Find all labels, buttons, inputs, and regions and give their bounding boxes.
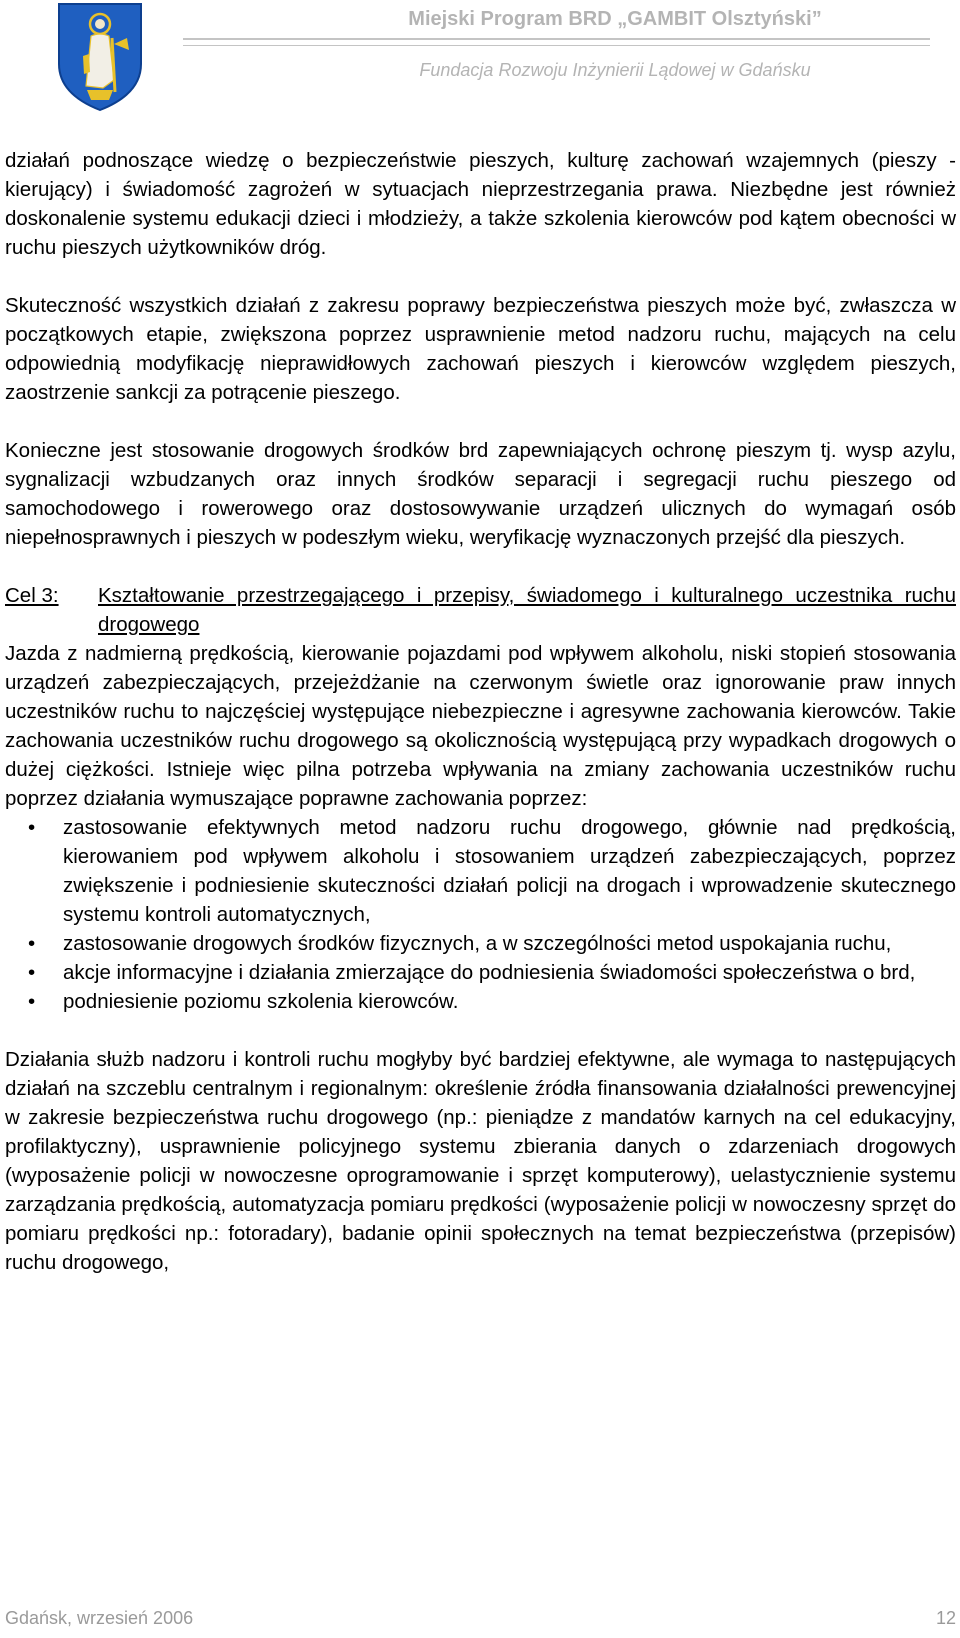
list-item: • podniesienie poziomu szkolenia kierowców. [5, 987, 956, 1016]
program-title: Miejski Program BRD „GAMBIT Olsztyński” [408, 8, 822, 30]
foundation-subtitle: Fundacja Rozwoju Inżynierii Lądowej w Gdańsku [419, 60, 811, 80]
paragraph-police-actions: Działania służb nadzoru i kontroli ruchu mogłyby być bardziej efektywne, ale wymaga to następujących działań na szczeblu centralnym i regionalnym: określenie źródła finansowania działalności prewencyjnej w zakresie bezpieczeństwa ruchu drogowego (np.: pieniądze z mandatów karnych na cel edukacyjny, profilaktyczny), usprawnienie policyjnego systemu zbierania danych o zdarzeniach drogowych (wyposażenie policji w nowoczesne oprogramowanie i sprzęt komputerowy), uelastycznienie systemu zarządzania prędkością, automatyzacja pomiaru prędkości (wyposażenie policji w nowoczesny sprzęt do pomiaru prędkości np.: fotoradary), badanie opinii społecznych na temat bezpieczeństwa (przepisów) ruchu drogowego, [5, 1048, 956, 1274]
paragraph-effectiveness: Skuteczność wszystkich działań z zakresu poprawy bezpieczeństwa pieszych może być, zwłaszcza w początkowych etapie, zwiększona poprzez usprawnienie metod nadzoru ruchu, mających na celu odpowiednią modyfikację nieprawidłowych zachowań pieszych i kierowców względem pieszych, zaostrzenie sankcji za potrącenie pieszego. [5, 294, 956, 404]
list-item: • akcje informacyjne i działania zmierzające do podniesienia świadomości społeczeństwa o brd, [5, 958, 956, 987]
header-divider-thick [183, 38, 930, 40]
goal-label: Cel 3: [5, 584, 59, 607]
paragraph-road-measures: Konieczne jest stosowanie drogowych środków brd zapewniających ochronę pieszym tj. wysp azylu, sygnalizacji wzbudzanych oraz innych środków separacji i segregacji ruchu pieszego od samochodowego i rowerowego oraz dostosowywanie urządzeń ulicznych do wymagań osób niepełnosprawnych i pieszych w podeszłym wieku, weryfikację wyznaczonych przejść dla pieszych. [5, 439, 956, 549]
document-body [5, 146, 956, 1306]
footer-date: Gdańsk, wrzesień 2006 [5, 1608, 194, 1628]
list-item: • zastosowanie efektywnych metod nadzoru ruchu drogowego, głównie nad prędkością, kierowaniem pod wpływem alkoholu i stosowaniem urządzeń zabezpieczających, poprzez zwiększenie i podniesienie skuteczności działań policji na drogach i wprowadzenie skutecznego systemu kontroli automatycznych, [5, 813, 956, 929]
header-divider-thin [183, 45, 930, 46]
olsztyn-coat-of-arms-icon [57, 2, 143, 112]
measures-list [5, 813, 956, 1016]
paragraph-continuation: działań podnoszące wiedzę o bezpieczeństwie pieszych, kulturę zachowań wzajemnych (pieszy - kierujący) i świadomość zagrożeń w sytuacjach nieprzestrzegania prawa. Niezbędne jest również doskonalenie systemu edukacji dzieci i młodzieży, a także szkolenia kierowców pod kątem obecności w ruchu pieszych użytkowników dróg. [5, 149, 956, 259]
page-header [0, 0, 960, 120]
paragraph-driver-behaviour: Jazda z nadmierną prędkością, kierowanie pojazdami pod wpływem alkoholu, niski stopień stosowania urządzeń zabezpieczających, przejeżdżanie na czerwonym świetle oraz ignorowanie praw innych uczestników ruchu to najczęściej występujące niebezpieczne i agresywne zachowania kierowców. Takie zachowania uczestników ruchu drogowego są okolicznością występującą przy wypadkach drogowych o dużej ciężkości. Istnieje więc pilna potrzeba wpływania na zmiany zachowania uczestników ruchu poprzez działania wymuszające poprawne zachowania poprzez: [5, 642, 956, 810]
list-item: • zastosowanie drogowych środków fizycznych, a w szczególności metod uspokajania ruchu, [5, 929, 956, 958]
goal-heading [5, 581, 956, 639]
page-number: 12 [935, 1608, 956, 1628]
goal-title: Kształtowanie przestrzegającego i przepisy, świadomego i kulturalnego uczestnika ruchu drogowego [98, 584, 956, 636]
